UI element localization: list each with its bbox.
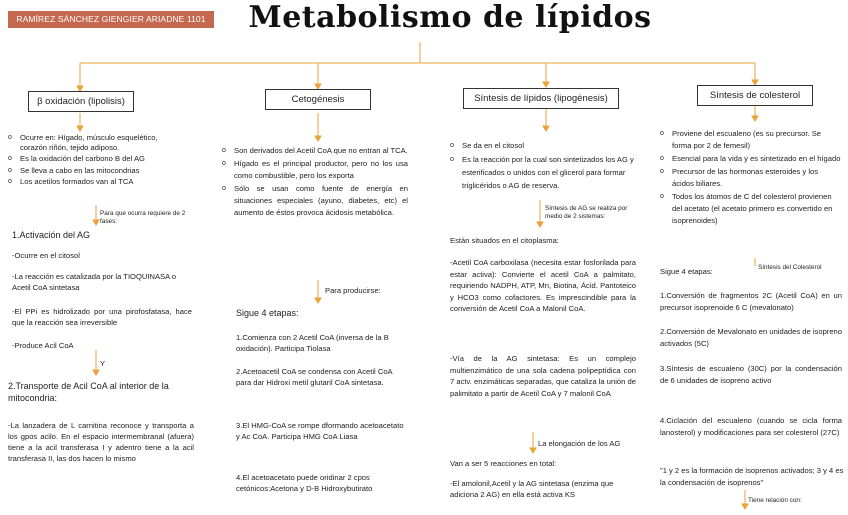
ketogenesis-step-4: 4.El acetoacetato puede oridinar 2 cpos cetónicos:Acetona y D-B Hidroxybutirato <box>236 473 373 493</box>
cholesterol-heading: Síntesis de colesterol <box>697 85 813 106</box>
cholesterol-steps-title: Sigue 4 etapas: <box>660 267 713 276</box>
list-item: o Los acetilos formados van al TCA <box>8 177 184 187</box>
phase-1-point-b: -La reacción es catalizada por la TIOQUINASA o Acetil CoA sintetasa <box>12 272 177 292</box>
reactions-title: Van a ser 5 reacciones en total: <box>450 459 557 468</box>
list-item: o Son derivados del Acetil CoA que no entran al TCA. <box>222 145 408 157</box>
beta-oxidation-heading: β oxidación (lipolisis) <box>28 91 134 112</box>
list-item: o Precursor de las hormonas esteroides y los ácidos biliares. <box>660 166 842 190</box>
phase-2-point-a: -La lanzadera de L carnitina reconoce y transporta a los gpos acilo. En el espacio intermembranal (afuera) tiene a la acil transferasa I y adentro tiene a la acil transferasa II, las dos hacen lo mismo <box>8 421 194 463</box>
ketogenesis-step-2: 2.Acetoacetil CoA se condensa con Acetil CoA para dar Hidroxi metil glutaril CoA sintetasa. <box>236 367 393 387</box>
relation-note: Tiene relación con: <box>748 497 802 504</box>
cholesterol-step-1: 1.Conversión de fragmentos 2C (Acetil CoA) en un precursor isoprenoide 6 C (mevalonato) <box>660 291 842 312</box>
list-item: o Se lleva a cabo en las mitocondrias <box>8 166 184 176</box>
list-item: o Ocurre en: Hígado, músculo esquelético, corazón riñón, tejido adiposo. <box>8 133 184 153</box>
acetyl-coa-carboxylase: -Acetil CoA carboxilasa (necesita estar fosforilada para estar activa): Convierte el acetil CoA a palmitato, requiriendo NADPH, ATP, Mn, Biotina, Ácid. Pantoteico y HCO3 como cofactores. Es imprescindible para la conversión de Acetil CoA a Malonil CoA. <box>450 258 636 313</box>
produce-note: Para producirse: <box>325 286 381 295</box>
list-item: o Proviene del escualeno (es su precursor. Se forma por 2 de femesil) <box>660 128 842 152</box>
phase-1-title: 1.Activación del AG <box>12 230 91 240</box>
cholesterol-step-3: 3.Síntesis de escualeno (30C) por la condensación de 6 unidades de isopreno activo <box>660 364 842 385</box>
lipogenesis-heading: Síntesis de lípidos (lipogénesis) <box>463 88 619 109</box>
cholesterol-step-2: 2.Conversión de Mevalonato en unidades de isopreno activados (5C) <box>660 327 842 348</box>
list-item: o Se da en el citosol <box>450 139 634 152</box>
list-item: o Es la oxidación del carbono B del AG <box>8 154 184 164</box>
connector-y: Y <box>100 359 106 368</box>
lipogenesis-bullets <box>450 139 634 193</box>
phase-2-title: 2.Transporte de Acil CoA al interior de la mitocondria: <box>8 381 169 403</box>
ketogenesis-step-1: 1.Comienza con 2 Acetil CoA (inversa de la B oxidación). Participa Tiolasa <box>236 333 389 353</box>
reaction-text: -El amolonil,Acetil y la AG sintetasa (enzima que adiciona 2 AG) en ella está activa KS <box>450 479 614 499</box>
ketogenesis-heading: Cetogénesis <box>265 89 371 110</box>
ketogenesis-steps-title: Sigue 4 etapas: <box>236 308 299 318</box>
located-text: Están situados en el citoplasma: <box>450 236 559 245</box>
list-item: o Todos los átomos de C del colesterol provienen del acetato (el acetato primero es convertido en isoprenoides) <box>660 191 842 227</box>
phase-1-point-d: -Produce Acil CoA <box>12 341 74 350</box>
ketogenesis-bullets <box>222 145 408 220</box>
list-item: o Hígado es el principal productor, pero no los usa como combustible, pero los exporta <box>222 158 408 182</box>
ketogenesis-step-3: 3.El HMG-CoA se rompe dformando acetoacetato y Ac CoA. Participa HMG CoA Liasa <box>236 421 404 441</box>
author-badge: RAMÍREZ SÁNCHEZ GIENGIER ARIADNE 1101 <box>8 11 214 28</box>
elongation-note: La elongación de los AG <box>538 439 621 448</box>
phase-1-point-a: -Ocurre en el citosol <box>12 251 80 260</box>
fatty-acid-synthase: -Vía de la AG sintetasa: Es un complejo multienzimático de una sola cadena polipeptídica con 7 actv. enzimáticas separadas, que cataliza la unión de palimitato a partir de Acetil CoA y 7 malonil CoA <box>450 354 636 398</box>
page-title: Metabolismo de lípidos <box>248 0 652 35</box>
list-item: o Es la reacción por la cual son sintetizados los AG y esterificados o unidos con el glicerol para formar triglicéridos o AG de reserva. <box>450 153 634 192</box>
cholesterol-bullets <box>660 128 842 228</box>
cholesterol-note: Síntesis del Colesterol <box>758 264 822 271</box>
cholesterol-step-4: 4.Ciclación del escualeno (cuando se cicla forma lanosterol) y modificaciones para ser colesterol (27C) <box>660 416 842 437</box>
beta-oxidation-bullets <box>8 133 184 188</box>
phases-note: Para que ocurra requiere de 2 fases: <box>100 210 186 225</box>
list-item: o Esencial para la vida y es sintetizado en el hígado <box>660 153 842 165</box>
phase-1-point-c: -El PPi es hidrolizado por una pirofosfatasa, hace que la reacción sea irreversible <box>12 307 192 327</box>
isoprene-quote: "1 y 2 es la formación de isoprenos activados; 3 y 4 es la condensación de isoprenos" <box>660 466 844 487</box>
fatty-acid-systems-note: Síntesis de AG se realiza por medio de 2 sistemas: <box>545 205 628 220</box>
list-item: o Sólo se usan como fuente de energía en situaciones especiales (ayuno, diabetes, etc) el aumento de éstos provoca ácidosis metabólica. <box>222 183 408 219</box>
